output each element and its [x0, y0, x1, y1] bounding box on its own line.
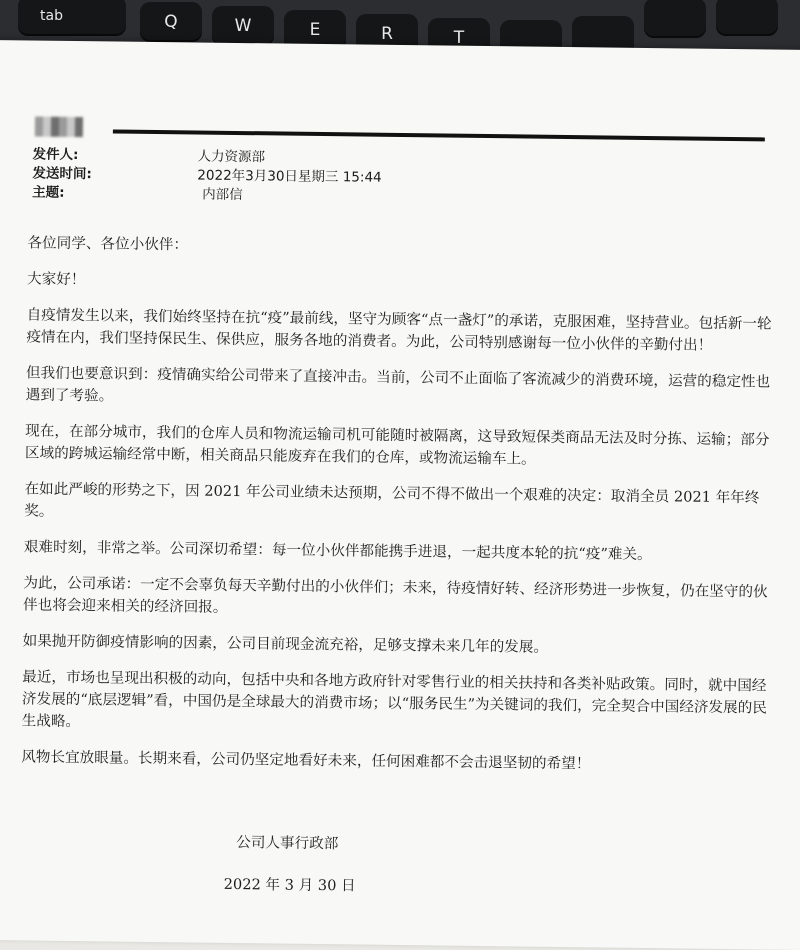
- paragraph-9: 风物长宜放眼量。长期来看，公司仍坚定地看好未来，任何困难都不会击退坚韧的希望！: [21, 748, 591, 773]
- from-label: 发件人:: [32, 146, 79, 164]
- signature-date: 2022 年 3 月 30 日: [223, 875, 356, 895]
- key-blank-4: [716, 0, 778, 36]
- key-tab: tab: [18, 0, 126, 36]
- redacted-sender: [35, 117, 83, 138]
- sent-value: 2022年3月30日星期三 15:44: [197, 167, 382, 186]
- header-rule: [113, 129, 765, 141]
- key-e: E: [284, 10, 346, 50]
- signature: 公司人事行政部: [236, 834, 339, 853]
- paragraph-6: 为此，公司承诺：一定不会辜负每天辛勤付出的小伙伴们；未来，待疫情好转、经济形势进一步恢复，仍在坚守的伙伴也将会迎来相关的经济回报。: [22, 574, 768, 616]
- email-body: [21, 232, 776, 791]
- salutation: 各位同学、各位小伙伴：: [27, 234, 189, 254]
- paragraph-3: 现在，在部分城市，我们的仓库人员和物流运输司机可能随时被隔离，这导致短保类商品无法及时分拣、运输；部分区域的跨城运输经常中断，相关商品只能废弃在我们的仓库，或物流运输车上。: [24, 422, 770, 468]
- sent-label: 发送时间:: [32, 165, 92, 183]
- paragraph-1: 自疫情发生以来，我们始终坚持在抗“疫”最前线，坚守为顾客“点一盏灯”的承诺，克服困难，坚持营业。包括新一轮疫情在内，我们坚持保民生、保供应，服务各地的消费者。为此，公司特别感谢每一位小伙伴的辛勤付出！: [26, 306, 772, 354]
- paragraph-4: 在如此严峻的形势之下，因 2021 年公司业绩未达预期，公司不得不做出一个艰难的决定：取消全员 2021 年年终奖。: [24, 480, 760, 520]
- paragraph-7: 如果抛开防御疫情影响的因素，公司目前现金流充裕，足够支撑未来几年的发展。: [22, 632, 549, 656]
- key-q: Q: [140, 2, 202, 42]
- subject-value: 内部信: [202, 186, 243, 204]
- paragraph-5: 艰难时刻，非常之举。公司深切希望：每一位小伙伴都能携手进退，一起共度本轮的抗“疫”难关。: [23, 538, 652, 564]
- key-r: R: [356, 14, 418, 54]
- paragraph-8: 最近，市场也呈现出积极的动向，包括中央和各地方政府针对零售行业的相关扶持和各类补贴政策。同时，就中国经济发展的“底层逻辑”看，中国仍是全球最大的消费市场；以“服务民生”为关键词的我们，完全契合中国经济发展的民生战略。: [21, 668, 767, 731]
- greeting: 大家好！: [26, 270, 86, 289]
- printed-email: [0, 40, 800, 950]
- key-blank-3: [644, 0, 706, 38]
- key-t: T: [428, 18, 490, 58]
- paragraph-2: 但我们也要意识到：疫情确实给公司带来了直接冲击。当前，公司不止面临了客流减少的消费环境，运营的稳定性也遇到了考验。: [25, 364, 771, 405]
- from-value: 人力资源部: [197, 148, 266, 166]
- subject-label: 主题:: [32, 184, 65, 201]
- key-w: W: [212, 6, 274, 46]
